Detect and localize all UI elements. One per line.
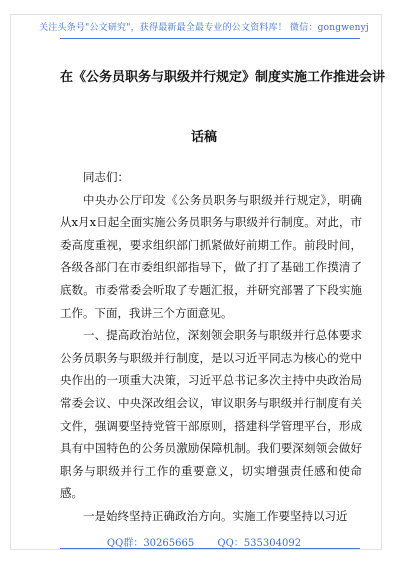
header-divider bbox=[60, 38, 360, 39]
footer-qq: QQ：535304092 bbox=[217, 538, 302, 549]
greeting: 同志们： bbox=[83, 170, 129, 184]
footer-divider bbox=[60, 548, 360, 549]
document-title-line-1: 在《公务员职务与职级并行规定》制度实施工作推进会讲 bbox=[60, 70, 386, 85]
header-note: 关注头条号"公文研究"，获得最新最全最专业的公文资料库！ 微信：gongwenyj bbox=[39, 23, 369, 33]
footer-qq-group: QQ群：30265665 bbox=[106, 538, 195, 549]
footer-contact bbox=[0, 534, 408, 549]
paragraph-2: 一、提高政治站位，深刻领会职务与职级并行总体要求公务员职务与职级并行制度，是以习近平同志为核心的党中央作出的一项重大决策，习近平总书记多次主持中央政治局常委会议、中央深改组会议，审议职务与职级并行制度有关文件，强调要坚持党管干部原则，搭建科学管理平台，形成具有中国特色的公务员激励保障机制。我们要深刻领会做好职务与职级并行工作的重要意义，切实增强责任感和使命感。 bbox=[60, 328, 362, 501]
document-title-line-2: 话稿 bbox=[190, 130, 217, 145]
paragraph-3: 一是始终坚持正确政治方向。实施工作要坚持以习近 bbox=[83, 508, 348, 523]
document-body bbox=[60, 166, 362, 528]
paragraph-1: 中央办公厅印发《公务员职务与职级并行规定》，明确从x月x日起全面实施公务员职务与职级并行制度。对此，市委高度重视，要求组织部门抓紧做好前期工作。前段时间，各级各部门在市委组织部指导下，做了打了基础工作摸清了底数。市委常委会听取了专题汇报，并研究部署了下段实施工作。下面，我讲三个方面意见。 bbox=[60, 192, 362, 320]
